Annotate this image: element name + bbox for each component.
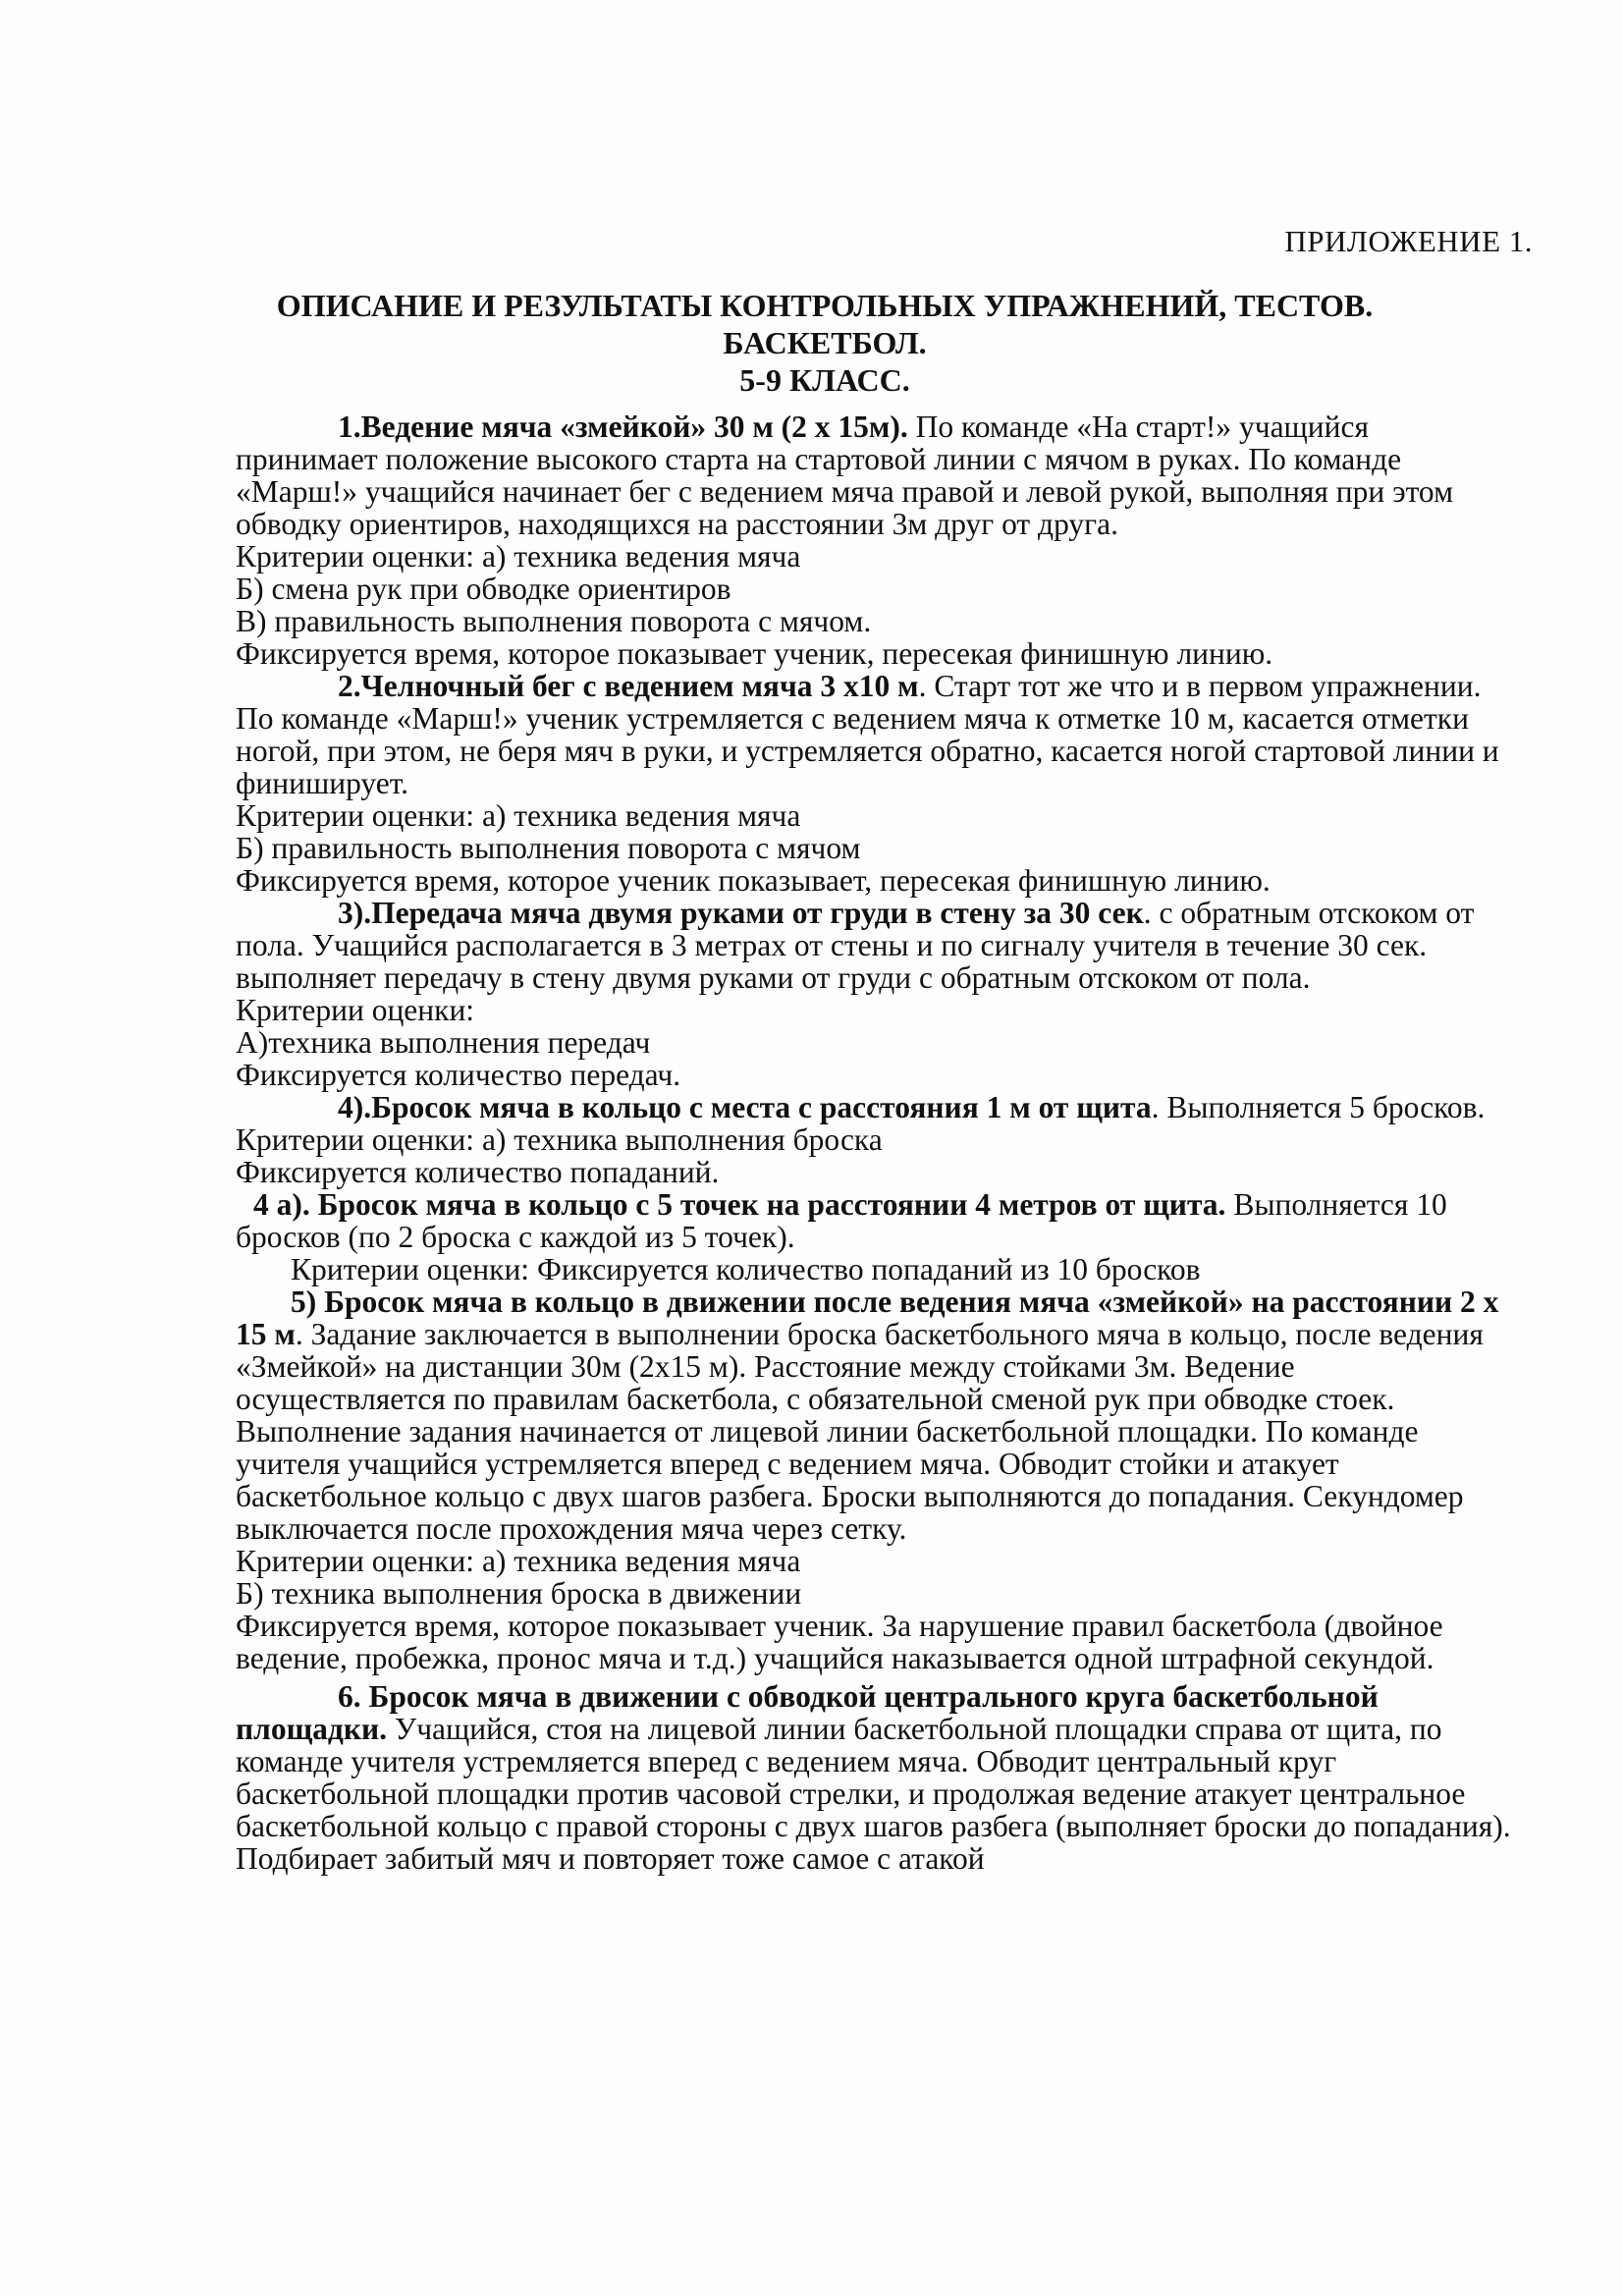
exercise-4a-title: 4 а). Бросок мяча в кольцо с 5 точек на расстоянии 4 метров от щита. xyxy=(253,1187,1226,1222)
exercise-1-paragraph xyxy=(236,410,1512,540)
exercise-3-fix: Фиксируется количество передач. xyxy=(236,1058,681,1092)
exercise-2-title: 2.Челночный бег с ведением мяча 3 х10 м xyxy=(338,669,919,703)
title-line-1: ОПИСАНИЕ И РЕЗУЛЬТАТЫ КОНТРОЛЬНЫХ УПРАЖНЕНИЙ, ТЕСТОВ. xyxy=(276,288,1374,323)
exercise-5-fix: Фиксируется время, которое показывает ученик. За нарушение правил баскетбола (двойное ведение, пробежка, пронос мяча и т.д.) учащийся наказывается одной штрафной секундой. xyxy=(236,1609,1443,1675)
exercise-4-title: 4).Бросок мяча в кольцо с места с расстояния 1 м от щита xyxy=(338,1090,1152,1124)
exercise-4a-paragraph xyxy=(236,1188,1512,1253)
exercise-4-paragraph xyxy=(236,1091,1512,1156)
exercise-4-text: . Выполняется 5 бросков. Критерии оценки: а) техника выполнения броска xyxy=(236,1090,1486,1157)
title-line-2: БАСКЕТБОЛ. xyxy=(723,325,927,360)
exercise-1-text: По команде «На старт!» учащийся принимает положение высокого старта на стартовой линии с мячом в руках. По команде «Марш!» учащийся начинает бег с ведением мяча правой и левой рукой, выполняя при этом обводку ориентиров, находящихся на расстоянии 3м друг от друга. xyxy=(236,410,1454,541)
exercise-3-criteria-label: Критерии оценки: xyxy=(236,993,475,1027)
exercise-2-paragraph xyxy=(236,670,1512,799)
exercise-2-text: . Старт тот же что и в первом упражнении. По команде «Марш!» ученик устремляется с ведением мяча к отметке 10 м, касается отметки ногой, при этом, не беря мяч в руки, и устремляется обратно, касается ногой стартовой линии и финиширует. xyxy=(236,669,1499,800)
appendix-label: ПРИЛОЖЕНИЕ 1. xyxy=(1284,224,1533,258)
exercise-6-text: Учащийся, стоя на лицевой линии баскетбольной площадки справа от щита, по команде учителя устремляется вперед с ведением мяча. Обводит центральный круг баскетбольной площадки против часовой стрелки, и продолжая ведение атакует центральное баскетбольной кольцо с правой стороны с двух шагов разбега (выполняет броски до попадания). Подбирает забитый мяч и повторяет тоже самое с атакой xyxy=(236,1712,1511,1876)
exercise-3-text: . с обратным отскоком от пола. Учащийся располагается в 3 метрах от стены и по сигналу учителя в течение 30 сек. выполняет передачу в стену двумя руками от груди с обратным отскоком от пола. xyxy=(236,896,1475,995)
exercise-2-criteria-b: Б) правильность выполнения поворота с мячом xyxy=(236,831,861,865)
exercise-6-paragraph xyxy=(236,1680,1512,1875)
exercise-5-criteria-b: Б) техника выполнения броска в движении xyxy=(236,1576,802,1611)
exercise-5-text: . Задание заключается в выполнении броска баскетбольного мяча в кольцо, после ведения «Змейкой» на дистанции 30м (2х15 м). Расстояние между стойками 3м. Ведение осуществляется по правилам баскетбола, с обязательной сменой рук при обводке стоек. Выполнение задания начинается от лицевой линии баскетбольной площадки. По команде учителя учащийся устремляется вперед с ведением мяча. Обводит стойки и атакует баскетбольное кольцо с двух шагов разбега. Броски выполняются до попадания. Секундомер выключается после прохождения мяча через сетку. xyxy=(236,1317,1484,1546)
exercise-3-criteria-a: А)техника выполнения передач xyxy=(236,1025,651,1060)
title-line-3: 5-9 КЛАСС. xyxy=(739,362,910,398)
exercise-1-criteria-b: Б) смена рук при обводке ориентиров xyxy=(236,572,731,606)
exercise-3-paragraph xyxy=(236,897,1512,994)
exercise-1-fix: Фиксируется время, которое показывает ученик, пересекая финишную линию. xyxy=(236,636,1273,671)
exercise-4-fix: Фиксируется количество попаданий. xyxy=(236,1155,720,1189)
exercise-5-criteria-a: Критерии оценки: а) техника ведения мяча xyxy=(236,1544,801,1578)
exercise-2-fix: Фиксируется время, которое ученик показывает, пересекая финишную линию. xyxy=(236,863,1271,898)
exercise-1-criteria-c: В) правильность выполнения поворота с мячом. xyxy=(236,604,872,638)
exercise-1-criteria-a: Критерии оценки: а) техника ведения мяча xyxy=(236,539,801,574)
document-title xyxy=(177,287,1473,399)
exercise-5-title: 5) Бросок мяча в кольцо в движении после ведения мяча «змейкой» на расстоянии 2 х 15 м xyxy=(236,1285,1499,1351)
exercise-6-title: 6. Бросок мяча в движении с обводкой центрального круга баскетбольной площадки. xyxy=(236,1679,1379,1746)
exercise-4a-text: Выполняется 10 бросков (по 2 броска с каждой из 5 точек). xyxy=(236,1187,1447,1254)
exercise-2-criteria-a: Критерии оценки: а) техника ведения мяча xyxy=(236,798,801,833)
document-body xyxy=(236,410,1512,1875)
exercise-4a-criteria: Критерии оценки: Фиксируется количество попаданий из 10 бросков xyxy=(291,1252,1201,1286)
exercise-3-title: 3).Передача мяча двумя руками от груди в стену за 30 сек xyxy=(338,896,1144,930)
exercise-1-title: 1.Ведение мяча «змейкой» 30 м (2 х 15м). xyxy=(338,410,908,444)
exercise-5-paragraph xyxy=(236,1285,1512,1545)
